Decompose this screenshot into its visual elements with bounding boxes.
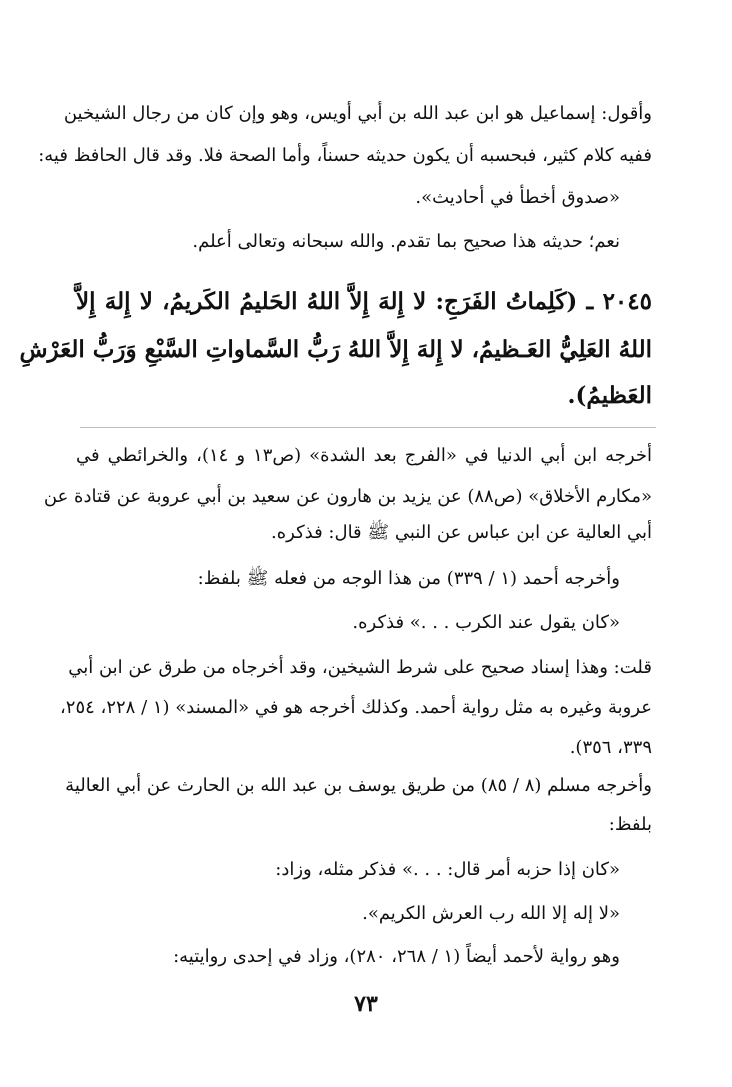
section-divider (80, 427, 656, 428)
text-line: عروبة وغيره به مثل رواية أحمد. وكذلك أخرجه هو في «المسند» (١ / ٢٢٨، ٢٥٤، (59, 697, 652, 718)
text-line: بلفظ: (608, 814, 652, 835)
text-line: وأخرجه أحمد (١ / ٣٣٩) من هذا الوجه من فعله ﷺ بلفظ: (197, 568, 620, 589)
text-line: أبي العالية عن ابن عباس عن النبي ﷺ قال: فذكره. (271, 522, 652, 543)
text-line: وأقول: إسماعيل هو ابن عبد الله بن أبي أويس، وهو وإن كان من رجال الشيخين (63, 103, 652, 124)
quote-line: «كان إذا حزبه أمر قال: . . .» فذكر مثله، وزاد: (275, 859, 620, 880)
text-line: ٣٣٩، ٣٥٦). (569, 737, 652, 758)
quote-line: «كان يقول عند الكرب . . .» فذكره. (352, 612, 620, 633)
quote-line: «لا إله إلا الله رب العرش الكريم». (362, 903, 620, 924)
hadith-heading-line: ٢٠٤٥ ـ (كَلِماتُ الفَرَجِ: لا إِلهَ إِلاَّ اللهُ الحَليمُ الكَريمُ، لا إِلهَ إِلاَّ (76, 288, 652, 315)
text-line: وأخرجه مسلم (٨ / ٨٥) من طريق يوسف بن عبد الله بن الحارث عن أبي العالية (65, 775, 652, 796)
hadith-heading-line: العَظيمُ). (567, 382, 652, 409)
text-line: وهو رواية لأحمد أيضاً (١ / ٢٦٨، ٢٨٠)، وزاد في إحدى روايتيه: (173, 946, 620, 967)
text-line: قلت: وهذا إسناد صحيح على شرط الشيخين، وقد أخرجاه من طرق عن ابن أبي (68, 657, 652, 678)
page-number: ٧٣ (354, 991, 378, 1017)
hadith-heading-line: اللهُ العَلِيُّ العَـظيمُ، لا إِلهَ إِلاَّ اللهُ رَبُّ السَّماواتِ السَّبْعِ وَرَبُّ العَرْشِ (19, 336, 652, 363)
text-line: ففيه كلام كثير، فبحسبه أن يكون حديثه حسناً، وأما الصحة فلا. وقد قال الحافظ فيه: (38, 145, 652, 166)
text-line: أخرجه ابن أبي الدنيا في «الفرج بعد الشدة» (ص١٣ و ١٤)، والخرائطي في (76, 445, 652, 466)
quote-line: «صدوق أخطأ في أحاديث». (415, 187, 620, 208)
text-line: نعم؛ حديثه هذا صحيح بما تقدم. والله سبحانه وتعالى أعلم. (192, 231, 620, 252)
text-line: «مكارم الأخلاق» (ص٨٨) عن يزيد بن هارون عن سعيد بن أبي عروبة عن قتادة عن (43, 486, 652, 507)
